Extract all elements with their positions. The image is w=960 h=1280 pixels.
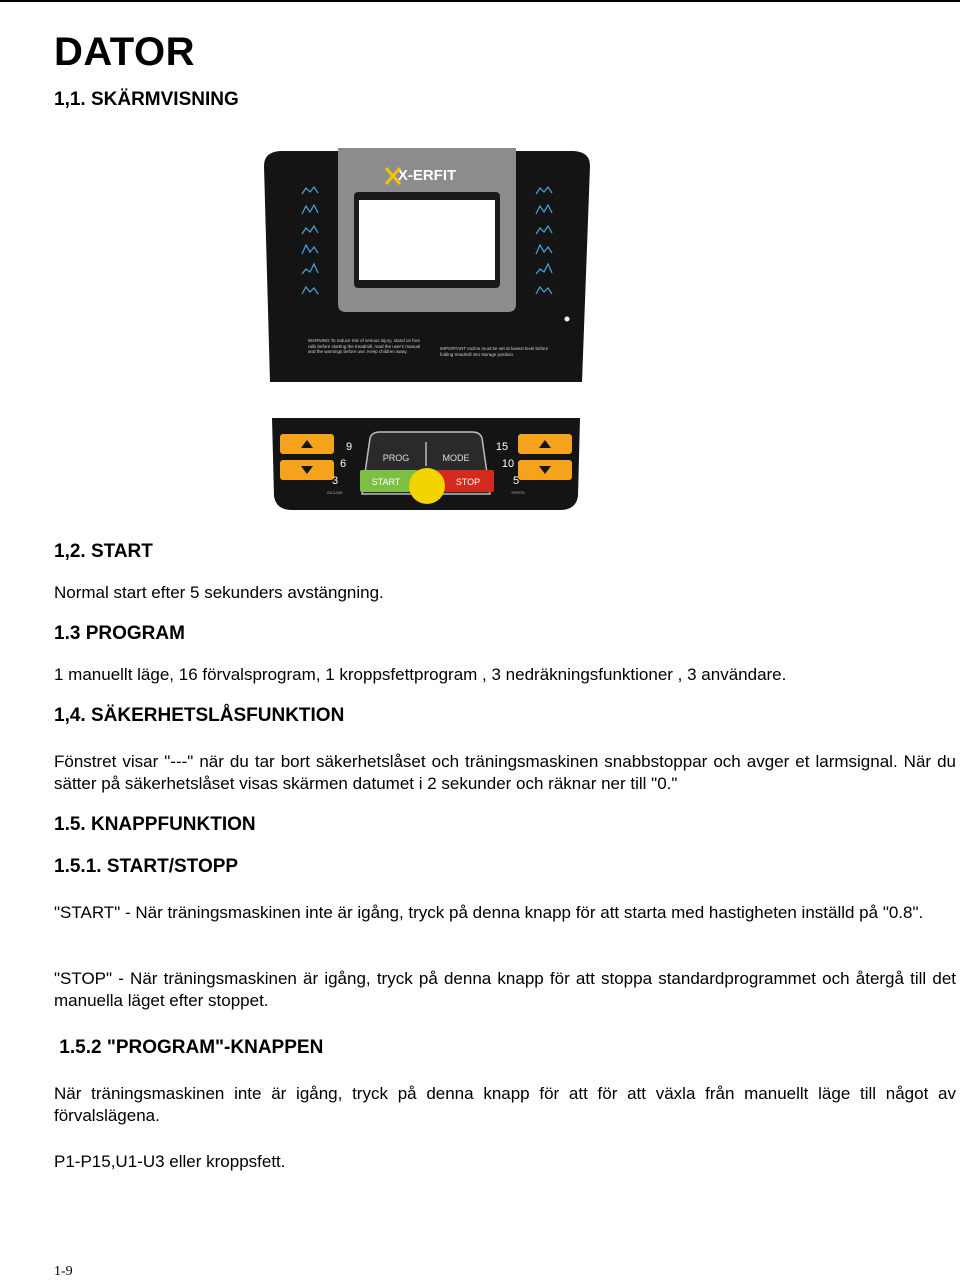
warning-label: WARNING To reduce risk of serious injury, stand on foot rails before starting the treadmill, read the user's manual and the warnings before use. Keep children away. <box>308 338 421 354</box>
page-number: 1-9 <box>54 1264 73 1279</box>
heading-key-function: 1.5. KNAPPFUNKTION <box>54 814 256 835</box>
incline-preset-3: 3 <box>331 475 339 487</box>
text-safety-lock: Fönstret visar "---" när du tar bort säkerhetslåset och träningsmaskinen snabbstoppar och avger et larmsignal. När du sätter på säkerhetslåset visas skärmen datumet i 2 sekunder och räknar ner till "0." <box>54 752 956 793</box>
mode-key: MODE <box>442 453 470 463</box>
top-rule <box>0 0 960 2</box>
incline-preset-9: 9 <box>345 441 353 453</box>
incline-label: INCLINE <box>327 490 343 495</box>
console-display-panel <box>256 144 598 384</box>
lcd-screen <box>359 200 495 280</box>
text-start: Normal start efter 5 sekunders avstängning. <box>54 583 384 602</box>
page-title: DATOR <box>54 30 196 74</box>
heading-program-key: 1.5.2 "PROGRAM"-KNAPPEN <box>54 1037 324 1058</box>
important-label: IMPORTANT Incline must be set at lowest level before folding treadmill into storage position <box>440 346 549 357</box>
incline-preset-6: 6 <box>339 458 347 470</box>
safety-key <box>409 468 445 504</box>
prog-key: PROG <box>382 453 410 463</box>
svg-text:START: START <box>371 477 401 487</box>
heading-safety-lock: 1,4. SÄKERHETSLÅSFUNKTION <box>54 705 345 726</box>
text-program-key: När träningsmaskinen inte är igång, tryck på denna knapp för att för att växla från manuellt läge till något av förvalslägena. <box>54 1084 956 1125</box>
text-program-list: P1-P15,U1-U3 eller kroppsfett. <box>54 1152 286 1171</box>
heading-skarmvisning: 1,1. SKÄRMVISNING <box>54 89 239 110</box>
heading-start: 1,2. START <box>54 541 153 562</box>
heading-start-stop: 1.5.1. START/STOPP <box>54 856 239 877</box>
indicator-led <box>565 317 570 322</box>
speed-preset-5: 5 <box>512 475 520 487</box>
speed-label: SPEED <box>511 490 525 495</box>
svg-text:STOP: STOP <box>455 477 481 487</box>
speed-preset-10: 10 <box>501 458 515 470</box>
text-program: 1 manuellt läge, 16 förvalsprogram, 1 kroppsfettprogram , 3 nedräkningsfunktioner , 3 användare. <box>54 665 787 684</box>
text-start-key: "START" - När träningsmaskinen inte är igång, tryck på denna knapp för att starta med hastigheten inställd på "0.8". <box>54 903 924 922</box>
text-stop-key: "STOP" - När träningsmaskinen är igång, tryck på denna knapp för att stoppa standardprogrammet och återgå till det manuella läget efter stoppet. <box>54 969 956 1010</box>
console-keypad <box>268 414 584 516</box>
svg-text:X-ERFIT: X-ERFIT <box>397 167 457 184</box>
heading-program: 1.3 PROGRAM <box>54 623 185 644</box>
speed-preset-15: 15 <box>495 441 509 453</box>
